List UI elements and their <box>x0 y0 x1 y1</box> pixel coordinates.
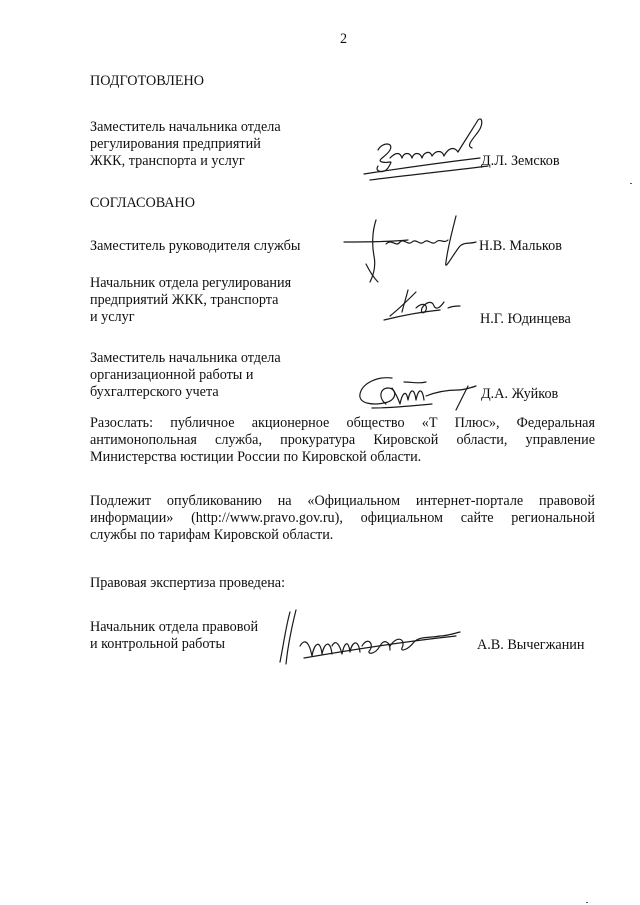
page-number: 2 <box>340 31 348 47</box>
position-line: Начальник отдела регулирования <box>90 275 292 291</box>
legal-review-statement: Правовая экспертиза проведена: <box>90 575 286 591</box>
agreed-signer-3-position <box>90 350 281 401</box>
legal-review-signer-name: А.В. Вычегжанин <box>477 637 585 653</box>
paragraph-line: антимонопольная служба, прокуратура Кировской области, управление <box>90 432 595 448</box>
position-line: Заместитель руководителя службы <box>90 238 301 254</box>
position-line: Заместитель начальника отдела <box>90 119 281 135</box>
position-line: предприятий ЖКК, транспорта <box>90 292 279 308</box>
paragraph-line: Подлежит опубликованию на «Официальном интернет-портале правовой <box>90 493 595 509</box>
agreed-signer-1-name: Н.В. Мальков <box>479 238 562 254</box>
signature-yudintseva <box>380 282 480 327</box>
signature-zemskov <box>360 112 495 187</box>
position-line: ЖКК, транспорта и услуг <box>90 153 245 169</box>
signature-vychegzhanin <box>270 606 470 670</box>
position-line: и контрольной работы <box>90 636 225 652</box>
legal-review-position <box>90 619 258 653</box>
prepared-position <box>90 119 281 170</box>
distribution-paragraph <box>90 415 595 466</box>
agreed-signer-2-position <box>90 275 291 326</box>
agreed-signer-2-name: Н.Г. Юдинцева <box>480 311 571 327</box>
agreed-signer-1-position <box>90 238 300 255</box>
prepared-heading: ПОДГОТОВЛЕНО <box>90 73 204 89</box>
prepared-signer-name: Д.Л. Земсков <box>481 153 560 169</box>
scan-speck <box>630 183 632 184</box>
paragraph-line: Министерства юстиции России по Кировской области. <box>90 449 422 465</box>
position-line: и услуг <box>90 309 135 325</box>
publication-paragraph <box>90 493 595 544</box>
position-line: Начальник отдела правовой <box>90 619 259 635</box>
signature-zhuykov <box>352 368 482 418</box>
position-line: регулирования предприятий <box>90 136 261 152</box>
paragraph-line: информации» (http://www.pravo.gov.ru), официальном сайте региональной <box>90 510 595 526</box>
position-line: Заместитель начальника отдела <box>90 350 281 366</box>
position-line: организационной работы и <box>90 367 254 383</box>
paragraph-line: службы по тарифам Кировской области. <box>90 527 334 543</box>
signature-malkov <box>336 212 486 287</box>
agreed-signer-3-name: Д.А. Жуйков <box>481 386 559 402</box>
agreed-heading: СОГЛАСОВАНО <box>90 195 196 211</box>
position-line: бухгалтерского учета <box>90 384 219 400</box>
paragraph-line: Разослать: публичное акционерное общество «Т Плюс», Федеральная <box>90 415 595 431</box>
scan-speck <box>586 902 588 903</box>
